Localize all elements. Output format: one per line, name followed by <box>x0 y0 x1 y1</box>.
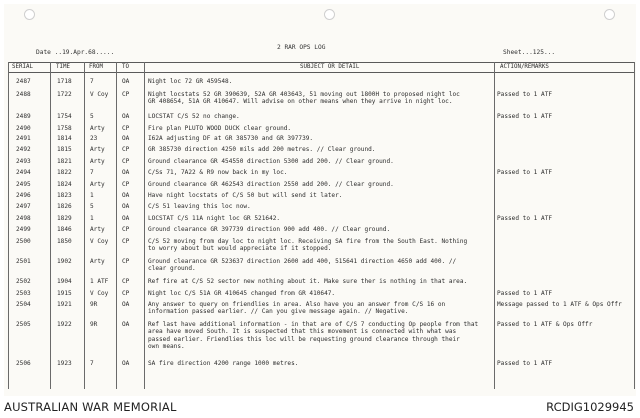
from-cell: Arty <box>90 146 105 153</box>
detail-line: LOCSTAT C/S 52 no change. <box>148 113 240 120</box>
time-cell: 1754 <box>57 113 72 120</box>
from-cell: 7 <box>90 360 94 367</box>
detail-line: Night loc 72 GR 459548. <box>148 78 233 85</box>
to-cell: OA <box>122 215 130 222</box>
from-cell: V Coy <box>90 290 109 297</box>
serial-cell: 2488 <box>16 91 31 98</box>
time-cell: 1921 <box>57 301 72 308</box>
column-rule <box>634 62 635 389</box>
footer-source: AUSTRALIAN WAR MEMORIAL <box>4 400 177 414</box>
from-cell: Arty <box>90 181 105 188</box>
detail-line: passed earlier. Friendlies this loc will be requesting ground clearance through their <box>148 335 460 343</box>
from-cell: 1 <box>90 192 94 199</box>
detail-line: C/S 52 moving from day loc to night loc. Receiving SA fire from the South East. Nothing <box>148 238 468 245</box>
column-header: SUBJECT OR DETAIL <box>300 64 360 70</box>
to-cell: CP <box>122 290 130 297</box>
detail-line: GR 408654, 51A GR 410647. Will advise on other means when they arrive in night loc. <box>148 98 453 106</box>
detail-line: Fire plan PLUTO WOOD DUCK clear ground. <box>148 125 292 132</box>
column-rule <box>144 62 145 389</box>
log-title: 2 RAR OPS LOG <box>277 44 326 51</box>
serial-cell: 2500 <box>16 238 31 245</box>
to-cell: CP <box>122 146 130 153</box>
from-cell: 9R <box>90 321 98 328</box>
sheet-number: Sheet...125... <box>503 49 556 56</box>
action-remark: Passed to 1 ATF <box>497 360 553 367</box>
time-cell: 1850 <box>57 238 72 245</box>
time-cell: 1821 <box>57 158 72 165</box>
from-cell: 5 <box>90 113 94 120</box>
column-header: ACTION/REMARKS <box>500 64 549 70</box>
footer-bar <box>0 397 640 418</box>
punch-hole <box>24 9 35 20</box>
serial-cell: 2497 <box>16 203 31 210</box>
to-cell: OA <box>122 135 130 142</box>
to-cell: OA <box>122 192 130 199</box>
from-cell: Arty <box>90 226 105 233</box>
to-cell: OA <box>122 203 130 210</box>
serial-cell: 2502 <box>16 278 31 285</box>
time-cell: 1915 <box>57 290 72 297</box>
detail-line: GR 385730 direction 4250 mils add 200 metres. // Clear ground. <box>148 146 376 153</box>
from-cell: Arty <box>90 158 105 165</box>
serial-cell: 2492 <box>16 146 31 153</box>
time-cell: 1722 <box>57 91 72 98</box>
column-header: FROM <box>89 64 103 70</box>
punch-hole <box>324 9 335 20</box>
time-cell: 1902 <box>57 258 72 265</box>
to-cell: OA <box>122 169 130 176</box>
time-cell: 1718 <box>57 78 72 85</box>
from-cell: 23 <box>90 135 98 142</box>
detail-line: SA fire direction 4200 range 1000 metres. <box>148 360 299 367</box>
action-remark: Message passed to 1 ATF & Ops Offr <box>497 301 622 308</box>
from-cell: 9R <box>90 301 98 308</box>
column-rule <box>84 62 85 389</box>
log-sheet <box>4 4 636 396</box>
serial-cell: 2490 <box>16 125 31 132</box>
column-header: SERIAL <box>12 64 33 70</box>
detail-line: to worry about but would appreciate if it stopped. <box>148 245 332 253</box>
from-cell: V Coy <box>90 238 109 245</box>
serial-cell: 2487 <box>16 78 31 85</box>
header-rule <box>8 72 634 73</box>
time-cell: 1824 <box>57 181 72 188</box>
serial-cell: 2491 <box>16 135 31 142</box>
detail-line: clear ground. <box>148 265 196 273</box>
time-cell: 1829 <box>57 215 72 222</box>
to-cell: CP <box>122 226 130 233</box>
column-rule <box>494 62 495 389</box>
time-cell: 1815 <box>57 146 72 153</box>
detail-line: Ground clearance GR 454550 direction 5300 add 200. // Clear ground. <box>148 158 394 165</box>
from-cell: 7 <box>90 169 94 176</box>
to-cell: OA <box>122 113 130 120</box>
to-cell: CP <box>122 181 130 188</box>
time-cell: 1758 <box>57 125 72 132</box>
action-remark: Passed to 1 ATF <box>497 169 553 176</box>
detail-line: Ground clearance GR 462543 direction 2550 add 200. // Clear ground. <box>148 181 394 188</box>
serial-cell: 2498 <box>16 215 31 222</box>
table-top-rule <box>8 62 634 63</box>
serial-cell: 2494 <box>16 169 31 176</box>
detail-line: Have night locstats of C/S 50 but will send it later. <box>148 192 343 199</box>
from-cell: 1 <box>90 215 94 222</box>
action-remark: Passed to 1 ATF <box>497 91 553 98</box>
to-cell: OA <box>122 78 130 85</box>
from-cell: 5 <box>90 203 94 210</box>
time-cell: 1923 <box>57 360 72 367</box>
to-cell: CP <box>122 158 130 165</box>
serial-cell: 2506 <box>16 360 31 367</box>
detail-line: Ref fire at C/S 52 sector new nothing about it. Make sure ther is nothing in that area. <box>148 278 468 285</box>
time-cell: 1922 <box>57 321 72 328</box>
detail-line: C/S 51 leaving this loc now. <box>148 203 251 210</box>
serial-cell: 2493 <box>16 158 31 165</box>
detail-line: LOCSTAT C/S 11A night loc GR 521642. <box>148 215 281 222</box>
time-cell: 1904 <box>57 278 72 285</box>
punch-hole <box>604 9 615 20</box>
detail-line: information passed earlier. // Can you give message again. // Negative. <box>148 308 409 316</box>
to-cell: CP <box>122 278 130 285</box>
detail-line: Ground clearance GR 523637 direction 2600 add 400, 515641 direction 4650 add 400. // <box>148 258 457 265</box>
action-remark: Passed to 1 ATF <box>497 113 553 120</box>
to-cell: CP <box>122 125 130 132</box>
detail-line: Any answer to query on friendlies in area. Also have you an answer from C/S 16 on <box>148 301 446 308</box>
column-rule <box>116 62 117 389</box>
time-cell: 1846 <box>57 226 72 233</box>
column-header: TIME <box>56 64 70 70</box>
detail-line: I62A adjusting DF at GR 385730 and GR 397739. <box>148 135 314 142</box>
column-header: TO <box>122 64 129 70</box>
to-cell: CP <box>122 91 130 98</box>
time-cell: 1822 <box>57 169 72 176</box>
to-cell: OA <box>122 301 130 308</box>
serial-cell: 2489 <box>16 113 31 120</box>
action-remark: Passed to 1 ATF <box>497 290 553 297</box>
serial-cell: 2504 <box>16 301 31 308</box>
detail-line: Ground clearance GR 397739 direction 900 add 400. // Clear ground. <box>148 226 391 233</box>
detail-line: Ref last have additional information - in that are of C/S 7 conducting Op people from that <box>148 321 479 328</box>
column-rule <box>50 62 51 389</box>
footer-reference: RCDIG1029945 <box>546 400 634 414</box>
serial-cell: 2496 <box>16 192 31 199</box>
to-cell: OA <box>122 321 130 328</box>
detail-line: C/Ss 71, 7A22 & R9 now back in my loc. <box>148 169 288 176</box>
detail-line: own means. <box>148 343 185 351</box>
detail-line: Night loc C/S 51A GR 410645 changed from GR 410647. <box>148 290 336 297</box>
serial-cell: 2503 <box>16 290 31 297</box>
time-cell: 1823 <box>57 192 72 199</box>
serial-cell: 2499 <box>16 226 31 233</box>
detail-line: Night locstats 52 GR 390639, 52A GR 403643, 51 moving out 1800H to proposed night loc <box>148 91 460 98</box>
serial-cell: 2501 <box>16 258 31 265</box>
column-rule <box>8 62 9 389</box>
to-cell: CP <box>122 258 130 265</box>
from-cell: 1 ATF <box>90 278 109 285</box>
from-cell: Arty <box>90 125 105 132</box>
serial-cell: 2505 <box>16 321 31 328</box>
time-cell: 1826 <box>57 203 72 210</box>
from-cell: 7 <box>90 78 94 85</box>
to-cell: CP <box>122 238 130 245</box>
serial-cell: 2495 <box>16 181 31 188</box>
to-cell: OA <box>122 360 130 367</box>
action-remark: Passed to 1 ATF & Ops Offr <box>497 321 593 328</box>
log-date: Date ..19.Apr.68..... <box>36 49 115 56</box>
action-remark: Passed to 1 ATF <box>497 215 553 222</box>
from-cell: Arty <box>90 258 105 265</box>
detail-line: area have moved South. It is suspected that this movement is connected with what was <box>148 328 457 336</box>
time-cell: 1814 <box>57 135 72 142</box>
from-cell: V Coy <box>90 91 109 98</box>
